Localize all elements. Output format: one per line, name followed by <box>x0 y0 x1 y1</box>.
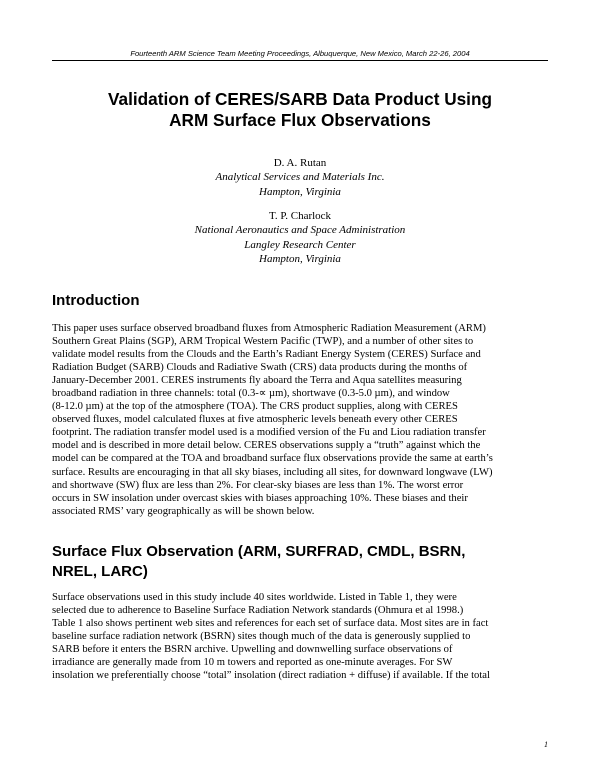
author-affiliation: Langley Research Center <box>244 238 356 251</box>
text-line: occurs in SW insolation under overcast skies with biases approaching 10%. These biases and their <box>52 492 468 504</box>
author-name: T. P. Charlock <box>268 210 332 222</box>
author-block-1 <box>52 156 548 199</box>
text-line: footprint. The radiation transfer model used is a modified version of the Fu and Liou radiation transfer <box>52 427 486 439</box>
text-line: irradiance are generally made from 10 m towers and reported as one-minute averages. For SW <box>52 657 453 669</box>
text-line: SARB before it enters the BSRN archive. Upwelling and downwelling surface observations of <box>52 644 453 656</box>
text-line: January-December 2001. CERES instruments fly aboard the Terra and Aqua satellites measuring <box>52 375 462 387</box>
text-line: associated RMS’ vary geographically as will be shown below. <box>52 505 315 517</box>
text-line: and shortwave (SW) flux are less than 2%. For clear-sky biases are less than 1%. The worst error <box>52 479 464 491</box>
page-number: 1 <box>544 740 548 749</box>
text-line: (8-12.0 µm) at the top of the atmosphere (TOA). The CRS product supplies, along with CERES <box>52 401 458 413</box>
title-line-2: ARM Surface Flux Observations <box>169 110 431 130</box>
text-line: model can be compared at the TOA and broadband surface flux observations provide the same at earth’s <box>52 453 493 465</box>
text-line: Surface observations used in this study include 40 sites worldwide. Listed in Table 1, they were <box>52 592 457 603</box>
text-line: surface. Results are encouraging in that all sky biases, including all sites, for downward longwave (LW) <box>52 466 493 478</box>
author-affiliation: National Aeronautics and Space Administration <box>194 224 406 237</box>
text-line: broadband radiation in three channels: total (0.3-∝ µm), shortwave (0.3-5.0 µm), and window <box>52 388 450 400</box>
text-line: insolation we preferentially choose “total” insolation (direct radiation + diffuse) if available. If the total <box>52 670 490 682</box>
paper-title <box>52 89 548 131</box>
text-line: baseline surface radiation network (BSRN) sites though much of the data is generously supplied to <box>52 631 471 643</box>
text-line: selected due to adherence to Baseline Surface Radiation Network standards (Ohmura et al 1998.) <box>52 605 464 617</box>
title-line-1: Validation of CERES/SARB Data Product Using <box>108 89 492 109</box>
introduction-paragraph <box>52 322 548 518</box>
author-block-2 <box>52 209 548 266</box>
text-line: model and is described in more detail below. CERES observations supply a “truth” against which the <box>52 440 481 452</box>
header-divider <box>52 60 548 61</box>
section-heading-surface-flux: Surface Flux Observation (ARM, SURFRAD, CMDL, BSRN, NREL, LARC) <box>52 543 466 580</box>
text-line: This paper uses surface observed broadband fluxes from Atmospheric Radiation Measurement (ARM) <box>52 323 486 334</box>
running-header: Fourteenth ARM Science Team Meeting Proceedings, Albuquerque, New Mexico, March 22-26, 2004 <box>130 49 470 58</box>
text-line: Southern Great Plains (SGP), ARM Tropical Western Pacific (TWP), and a number of other sites to <box>52 336 474 348</box>
text-line: Radiation Budget (SARB) Clouds and Radiative Swath (CRS) data products during the months of <box>52 362 468 374</box>
text-line: Table 1 also shows pertinent web sites and references for each set of surface data. Most sites are in fact <box>52 618 489 630</box>
text-line: validate model results from the Clouds and the Earth’s Radiant Energy System (CERES) Surface and <box>52 349 481 361</box>
author-affiliation: Analytical Services and Materials Inc. <box>215 171 385 184</box>
surface-flux-paragraph <box>52 591 548 682</box>
section-heading-introduction: Introduction <box>52 292 140 309</box>
author-location: Hampton, Virginia <box>259 185 341 198</box>
author-location: Hampton, Virginia <box>259 252 341 265</box>
author-name: D. A. Rutan <box>273 157 327 169</box>
text-line: observed fluxes, model calculated fluxes at five atmospheric levels beneath every other CERES <box>52 414 458 426</box>
